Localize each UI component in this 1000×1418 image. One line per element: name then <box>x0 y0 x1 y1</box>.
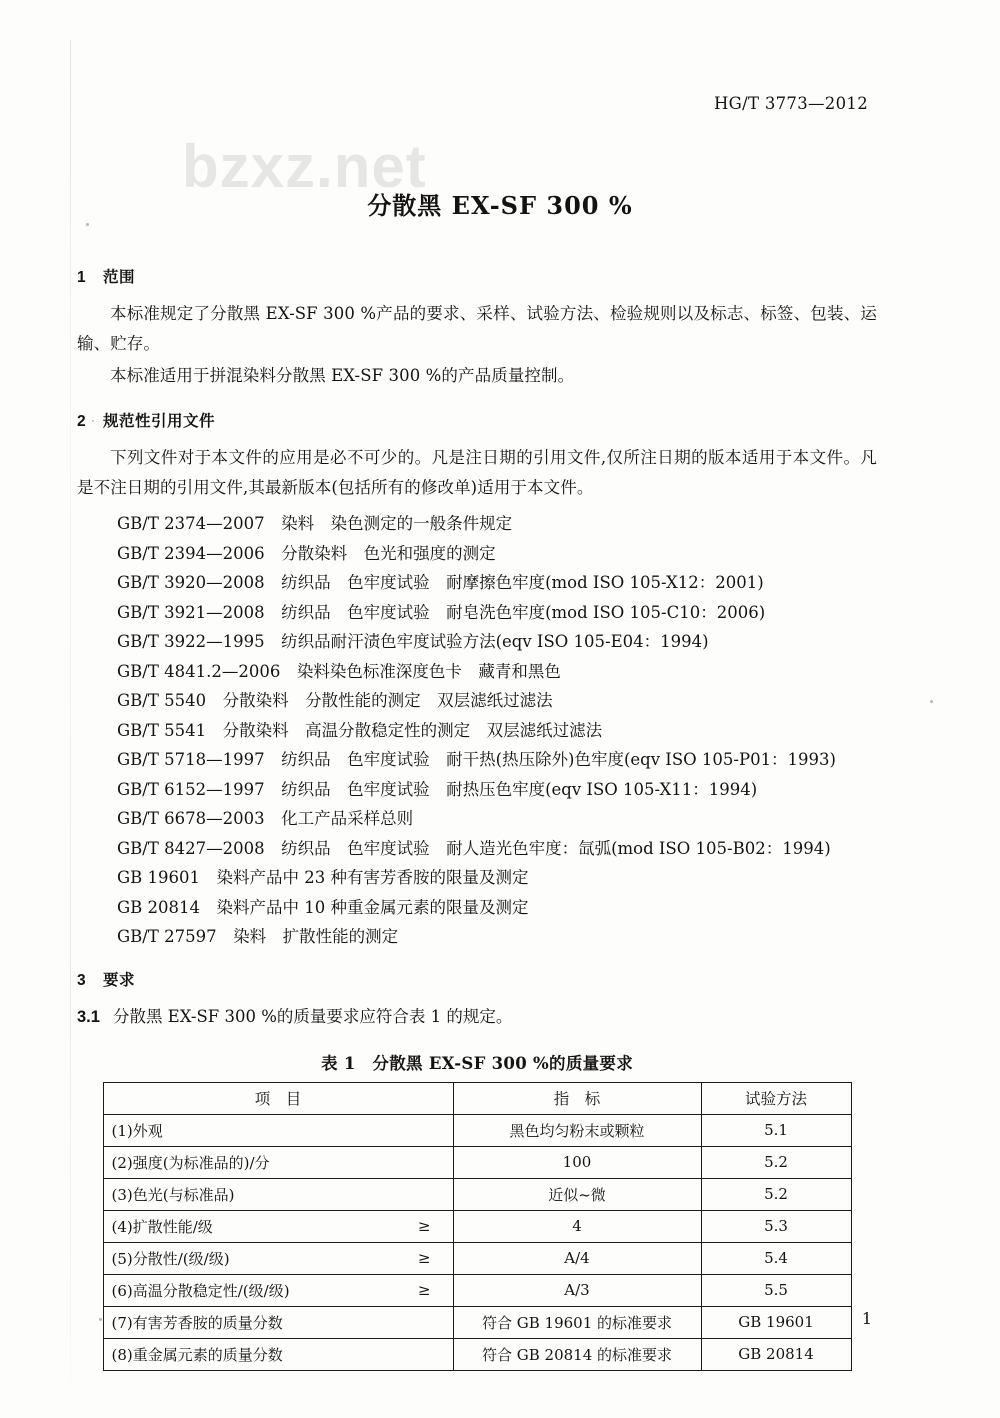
cell-operator: ≥ <box>417 1249 431 1267</box>
list-item: GB/T 5541 分散染料 高温分散稳定性的测定 双层滤纸过滤法 <box>117 720 603 740</box>
list-item: GB/T 2374—2007 染料 染色测定的一般条件规定 <box>117 514 513 533</box>
document-body <box>77 265 877 1371</box>
list-item: GB/T 27597 染料 扩散性能的测定 <box>117 927 399 946</box>
cell-index: 4 <box>453 1210 701 1242</box>
cell-method: 5.1 <box>701 1114 851 1146</box>
table-row <box>103 1210 851 1242</box>
cell-method: 5.3 <box>701 1210 851 1242</box>
section-title-1: 范围 <box>103 269 136 286</box>
list-item: GB 19601 染料产品中 23 种有害芳香胺的限量及测定 <box>117 868 529 887</box>
section-heading-1 <box>77 265 877 287</box>
cell-method: 5.5 <box>701 1274 851 1306</box>
scan-speck <box>86 223 89 226</box>
cell-method: 5.4 <box>701 1242 851 1274</box>
list-item: GB/T 4841.2—2006 染料染色标准深度色卡 藏青和黑色 <box>117 661 561 681</box>
cell-method: 5.2 <box>701 1146 851 1178</box>
watermark-text: bzxz.net <box>182 133 427 200</box>
section-number-3: 3 <box>77 971 87 989</box>
list-item: GB/T 3921—2008 纺织品 色牢度试验 耐皂洗色牢度(mod ISO 105-C10：2006) <box>117 602 766 622</box>
clause-3-1 <box>77 1002 877 1032</box>
section-1-paragraph-1: 本标准规定了分散黑 EX-SF 300 %产品的要求、采样、试验方法、检验规则以及标志、标签、包装、运输、贮存。 <box>77 304 877 353</box>
scan-speck <box>930 700 933 703</box>
quality-requirements-table <box>103 1082 852 1371</box>
page-edge-artifact <box>70 40 71 1380</box>
table-row <box>103 1306 851 1338</box>
cell-item: (2)强度(为标准品的)/分 <box>111 1153 270 1172</box>
cell-operator: ≥ <box>417 1217 431 1235</box>
cell-index: 符合 GB 20814 的标准要求 <box>453 1338 701 1370</box>
page-number: 1 <box>861 1309 872 1328</box>
table-caption: 表 1 分散黑 EX-SF 300 %的质量要求 <box>320 1053 634 1073</box>
clause-number: 3.1 <box>77 1007 100 1026</box>
list-item: GB 20814 染料产品中 10 种重金属元素的限量及测定 <box>117 897 529 917</box>
cell-index: 符合 GB 19601 的标准要求 <box>453 1306 701 1338</box>
cell-index: 100 <box>453 1146 701 1178</box>
cell-item: (6)高温分散稳定性/(级/级) <box>111 1281 290 1300</box>
cell-item: (1)外观 <box>111 1121 163 1140</box>
cell-index: A/4 <box>453 1242 701 1274</box>
cell-item: (4)扩散性能/级 <box>111 1217 213 1236</box>
list-item: GB/T 6678—2003 化工产品采样总则 <box>117 809 414 828</box>
table-row <box>103 1114 851 1146</box>
list-item: GB/T 3922—1995 纺织品耐汗渍色牢度试验方法(eqv ISO 105-E04：1994) <box>117 632 709 651</box>
section-2-paragraph-1: 下列文件对于本文件的应用是必不可少的。凡是注日期的引用文件,仅所注日期的版本适用于本文件。凡是不注日期的引用文件,其最新版本(包括所有的修改单)适用于本文件。 <box>77 448 877 497</box>
cell-method: 5.2 <box>701 1178 851 1210</box>
table-header-method: 试验方法 <box>701 1082 851 1114</box>
section-title-3: 要求 <box>103 971 136 989</box>
table-row <box>103 1242 851 1274</box>
section-title-2: 规范性引用文件 <box>103 413 216 430</box>
cell-item: (3)色光(与标准品) <box>111 1185 235 1204</box>
cell-item: (8)重金属元素的质量分数 <box>111 1345 283 1364</box>
table-header-row <box>103 1082 851 1114</box>
table-row <box>103 1178 851 1210</box>
section-number-1: 1 <box>77 269 87 286</box>
section-heading-2 <box>77 409 877 431</box>
section-heading-3 <box>77 968 877 990</box>
list-item: GB/T 5540 分散染料 分散性能的测定 双层滤纸过滤法 <box>117 691 553 710</box>
cell-method: GB 20814 <box>701 1338 851 1370</box>
table-header-index: 指 标 <box>453 1082 701 1114</box>
list-item: GB/T 8427—2008 纺织品 色牢度试验 耐人造光色牢度：氙弧(mod ISO 105-B02：1994) <box>117 838 831 858</box>
section-1-paragraph-2: 本标准适用于拼混染料分散黑 EX-SF 300 %的产品质量控制。 <box>110 366 575 385</box>
cell-index: 近似~微 <box>453 1178 701 1210</box>
list-item: GB/T 6152—1997 纺织品 色牢度试验 耐热压色牢度(eqv ISO 105-X11：1994) <box>117 779 758 799</box>
table-header-item: 项 目 <box>103 1082 453 1114</box>
list-item: GB/T 3920—2008 纺织品 色牢度试验 耐摩擦色牢度(mod ISO 105-X12：2001) <box>117 573 764 592</box>
cell-index: A/3 <box>453 1274 701 1306</box>
table-row <box>103 1146 851 1178</box>
list-item: GB/T 2394—2006 分散染料 色光和强度的测定 <box>117 543 496 563</box>
normative-references-list <box>77 509 877 952</box>
table-row <box>103 1338 851 1370</box>
section-number-2: 2 <box>77 413 87 430</box>
cell-method: GB 19601 <box>701 1306 851 1338</box>
standard-code-header: HG/T 3773—2012 <box>713 94 868 113</box>
cell-item: (7)有害芳香胺的质量分数 <box>111 1313 283 1332</box>
cell-operator: ≥ <box>417 1281 431 1299</box>
cell-item: (5)分散性/(级/级) <box>111 1249 230 1268</box>
page-title: 分散黑 EX-SF 300 % <box>367 191 633 220</box>
list-item: GB/T 5718—1997 纺织品 色牢度试验 耐干热(热压除外)色牢度(eqv ISO 105-P01：1993) <box>117 750 836 769</box>
cell-index: 黑色均匀粉末或颗粒 <box>453 1114 701 1146</box>
table-row <box>103 1274 851 1306</box>
clause-text: 分散黑 EX-SF 300 %的质量要求应符合表 1 的规定。 <box>112 1006 513 1026</box>
